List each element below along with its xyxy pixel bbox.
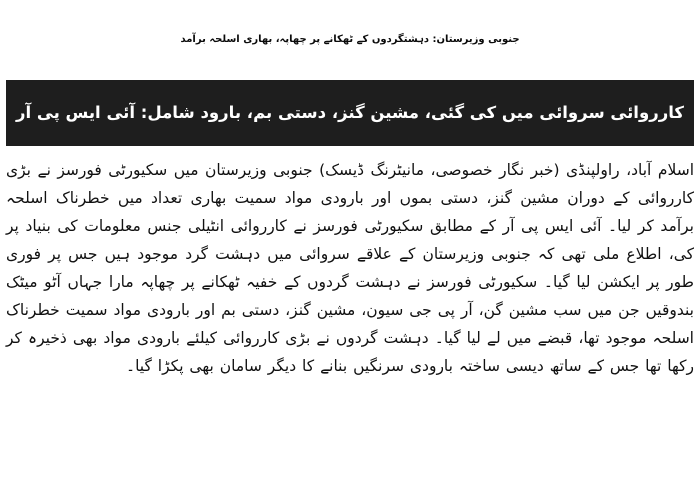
subheadline-bar — [6, 80, 694, 146]
article-paragraph: اسلام آباد، راولپنڈی (خبر نگار خصوصی، مانیٹرنگ ڈیسک) جنوبی وزیرستان میں سکیورٹی فورسز نے بڑی کارروائی کے دوران مشین گنز، دستی بموں اور بارودی مواد سمیت بھاری تعداد میں خطرناک اسلحہ برآمد کر لیا۔ آئی ایس پی آر کے مطابق سکیورٹی فورسز نے کارروائی انٹیلی جنس معلومات کی بنیاد پر کی، اطلاع ملی تھی کہ جنوبی وزیرستان کے علاقے سروائی میں دہشت گرد موجود ہیں جس پر فوری طور پر ایکشن لیا گیا۔ سکیورٹی فورسز نے دہشت گردوں کے خفیہ ٹھکانے پر چھاپہ مارا جہاں آٹو میٹک بندوقیں جن میں سب مشین گن، آر پی جی سیون، مشین گنز، دستی بم اور بارودی مواد سمیت خطرناک اسلحہ موجود تھا، قبضے میں لے لیا گیا۔ دہشت گردوں نے بڑی کارروائی کیلئے بارودی مواد بھی ذخیرہ کر رکھا تھا جس کے ساتھ دیسی ساختہ بارودی سرنگیں بنانے کا دیگر سامان بھی پکڑا گیا۔ — [6, 161, 694, 375]
subheadline: کارروائی سروائی میں کی گئی، مشین گنز، دستی بم، بارود شامل: آئی ایس پی آر — [16, 102, 685, 122]
headline: جنوبی وزیرستان: دہشتگردوں کے ٹھکانے پر چھاپہ، بھاری اسلحہ برآمد — [180, 34, 520, 45]
article-body — [6, 156, 694, 380]
